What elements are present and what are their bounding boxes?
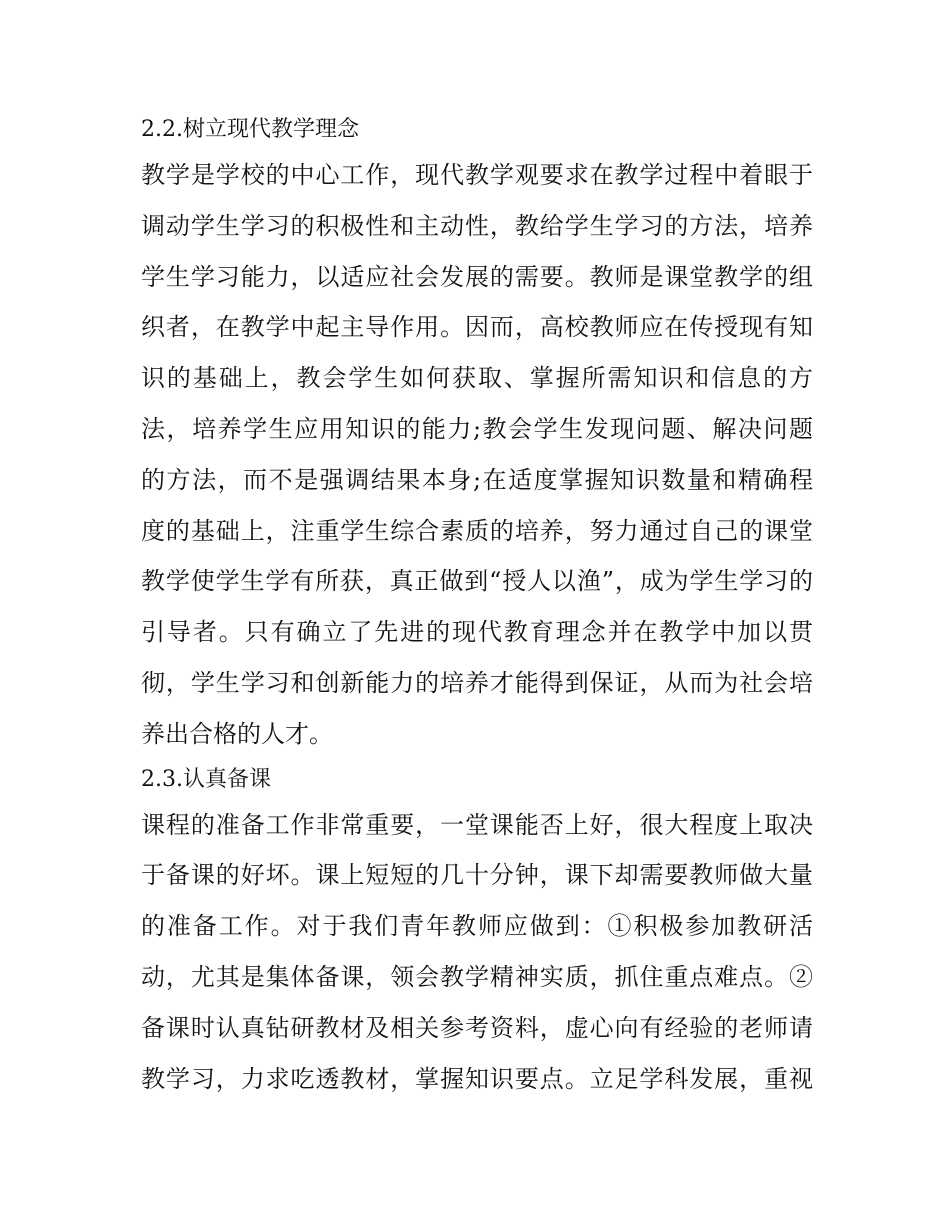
paragraph-line: 课程的准备工作非常重要，一堂课能否上好，很大程度上取决 — [141, 810, 813, 839]
paragraph-line: 法，培养学生应用知识的能力;教会学生发现问题、解决问题 — [141, 414, 813, 443]
paragraph-line: 教学习，力求吃透教材，掌握知识要点。立足学科发展，重视 — [141, 1064, 813, 1093]
section-heading-2-3: 2.3.认真备课 — [141, 766, 271, 792]
paragraph-lesson-preparation — [141, 800, 813, 1105]
section-heading-2-2: 2.2.树立现代教学理念 — [141, 117, 359, 142]
paragraph-line: 的方法，而不是强调结果本身;在适度掌握知识数量和精确程 — [141, 465, 813, 494]
paragraph-line: 教学是学校的中心工作，现代教学观要求在教学过程中着眼于 — [141, 161, 813, 189]
paragraph-line: 引导者。只有确立了先进的现代教育理念并在教学中加以贯 — [141, 618, 813, 647]
paragraph-line: 学生学习能力，以适应社会发展的需要。教师是课堂教学的组 — [141, 262, 813, 291]
paragraph-line: 备课时认真钻研教材及相关参考资料，虚心向有经验的老师请 — [141, 1013, 813, 1042]
paragraph-line: 彻，学生学习和创新能力的培养才能得到保证，从而为社会培 — [141, 668, 813, 697]
paragraph-modern-teaching-concept — [141, 150, 813, 760]
paragraph-line: 动，尤其是集体备课，领会教学精神实质，抓住重点难点。② — [141, 962, 813, 991]
paragraph-line: 养出合格的人才。 — [141, 719, 333, 748]
paragraph-line: 教学使学生学有所获，真正做到“授人以渔”，成为学生学习的 — [141, 567, 813, 596]
paragraph-line: 织者，在教学中起主导作用。因而，高校教师应在传授现有知 — [141, 313, 813, 342]
paragraph-line: 识的基础上，教会学生如何获取、掌握所需知识和信息的方 — [141, 364, 813, 393]
paragraph-line: 调动学生学习的积极性和主动性，教给学生学习的方法，培养 — [141, 211, 813, 240]
paragraph-line: 度的基础上，注重学生综合素质的培养，努力通过自己的课堂 — [141, 516, 813, 545]
paragraph-line: 于备课的好坏。课上短短的几十分钟，课下却需要教师做大量 — [141, 861, 813, 890]
paragraph-line: 的准备工作。对于我们青年教师应做到：①积极参加教研活 — [141, 912, 813, 941]
document-page — [141, 110, 813, 1104]
